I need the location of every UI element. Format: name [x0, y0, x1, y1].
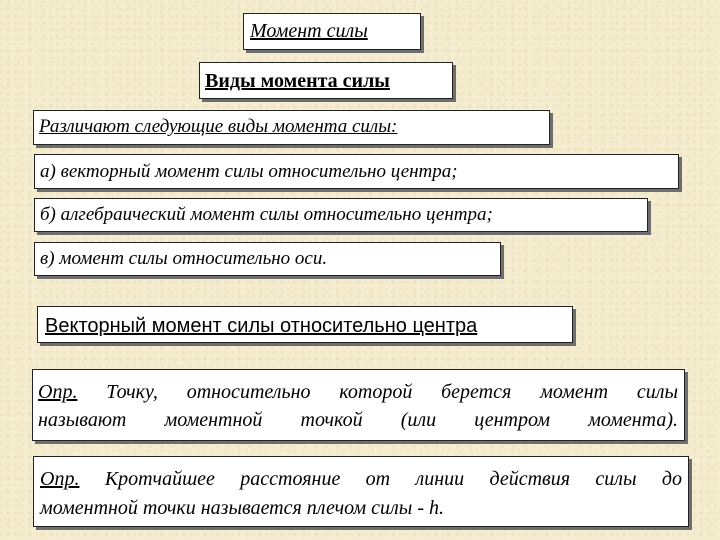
definition-2-line-1-text: Кротчайшее расстояние от линии действия силы до [104, 468, 682, 490]
type-c-text: в) момент силы относительно оси. [40, 248, 328, 269]
vector-heading-box [37, 306, 573, 343]
definition-2-line-2: моментной точки называется плечом силы - h. [40, 497, 444, 519]
types-heading-box [199, 62, 453, 99]
types-intro: Различают следующие виды момента силы: [39, 116, 398, 137]
definition-1-box [32, 369, 685, 441]
definition-2-prefix: Опр. [40, 468, 80, 490]
definition-1-prefix: Опр. [38, 381, 78, 403]
type-b-box [34, 198, 648, 232]
definition-2-line-1 [40, 465, 682, 494]
slide-title: Момент силы [250, 20, 368, 42]
definition-1-line-1 [38, 378, 678, 406]
definition-1-line-2: называют моментной точкой (или центром момента). [38, 409, 678, 431]
type-a-box [34, 154, 679, 189]
type-c-box [34, 242, 501, 276]
vector-heading: Векторный момент силы относительно центра [45, 315, 478, 337]
type-a-text: а) векторный момент силы относительно центра; [40, 161, 458, 182]
slide-title-box [243, 13, 421, 50]
types-intro-box [33, 110, 550, 145]
definition-2-box [33, 456, 689, 527]
types-heading: Виды момента силы [205, 70, 390, 92]
definition-1-line-1-text: Точку, относительно которой берется момент силы [106, 381, 679, 403]
type-b-text: б) алгебраический момент силы относительно центра; [40, 204, 493, 225]
